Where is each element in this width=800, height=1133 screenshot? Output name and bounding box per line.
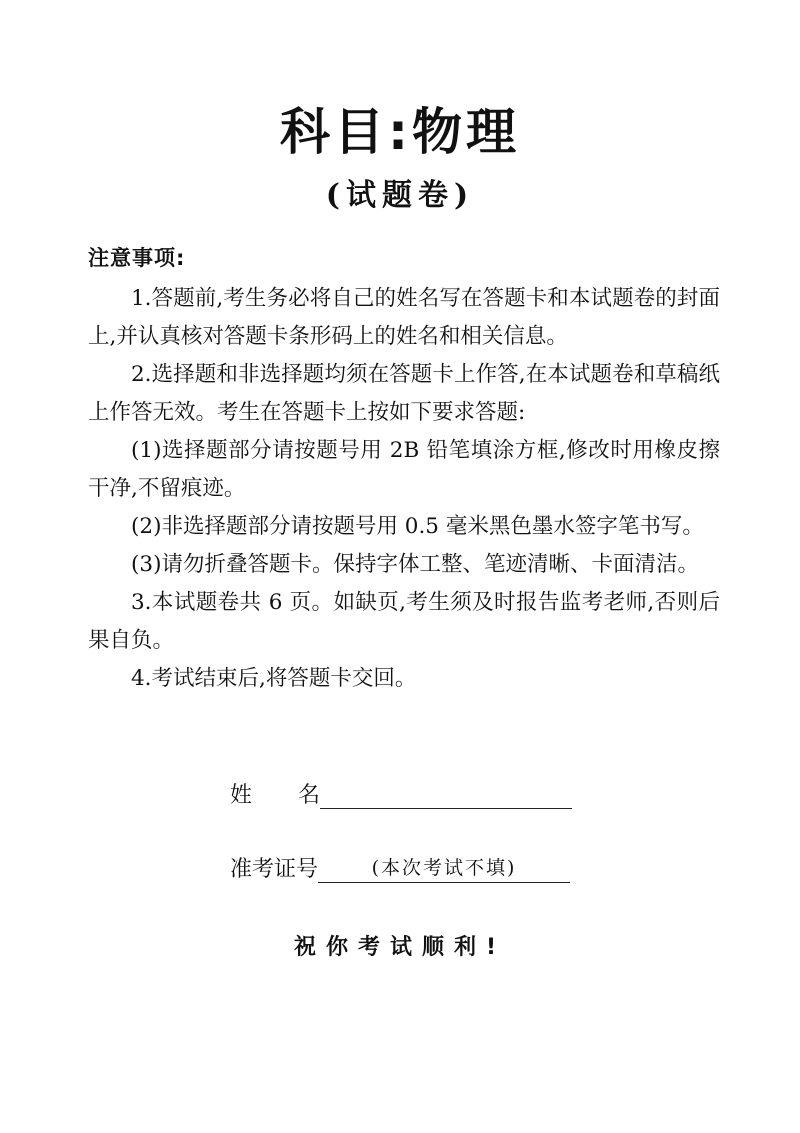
exam-id-blank[interactable]: (本次考试不填) bbox=[318, 854, 570, 883]
exam-id-label: 准考证号 bbox=[230, 857, 319, 882]
paper-type-subtitle: (试题卷) bbox=[325, 178, 475, 213]
notice-item-4: 4.考试结束后,将答题卡交回。 bbox=[131, 666, 417, 691]
notice-item-2-2: (2)非选择题部分请按题号用 0.5 毫米黑色墨水签字笔书写。 bbox=[131, 514, 704, 539]
name-field bbox=[230, 778, 572, 809]
notice-list bbox=[88, 280, 720, 698]
notice-item-1: 1.答题前,考生务必将自己的姓名写在答题卡和本试题卷的封面上,并认真核对答题卡条形码上的姓名和相关信息。 bbox=[88, 286, 720, 349]
notice-item-2: 2.选择题和非选择题均须在答题卡上作答,在本试题卷和草稿纸上作答无效。考生在答题卡上按如下要求答题: bbox=[88, 362, 720, 425]
name-label: 姓名 bbox=[230, 783, 367, 808]
notice-item-2-3: (3)请勿折叠答题卡。保持字体工整、笔迹清晰、卡面清洁。 bbox=[131, 552, 699, 577]
notice-item-2-1: (1)选择题部分请按题号用 2B 铅笔填涂方框,修改时用橡皮擦干净,不留痕迹。 bbox=[88, 438, 720, 501]
exam-id-field bbox=[230, 852, 570, 883]
subject-title: 科目:物理 bbox=[280, 103, 520, 161]
notice-item-3: 3.本试题卷共 6 页。如缺页,考生须及时报告监考老师,否则后果自负。 bbox=[88, 590, 720, 653]
notice-heading: 注意事项: bbox=[88, 246, 186, 270]
name-blank[interactable] bbox=[320, 780, 572, 809]
closing-message: 祝你考试顺利! bbox=[293, 935, 507, 960]
